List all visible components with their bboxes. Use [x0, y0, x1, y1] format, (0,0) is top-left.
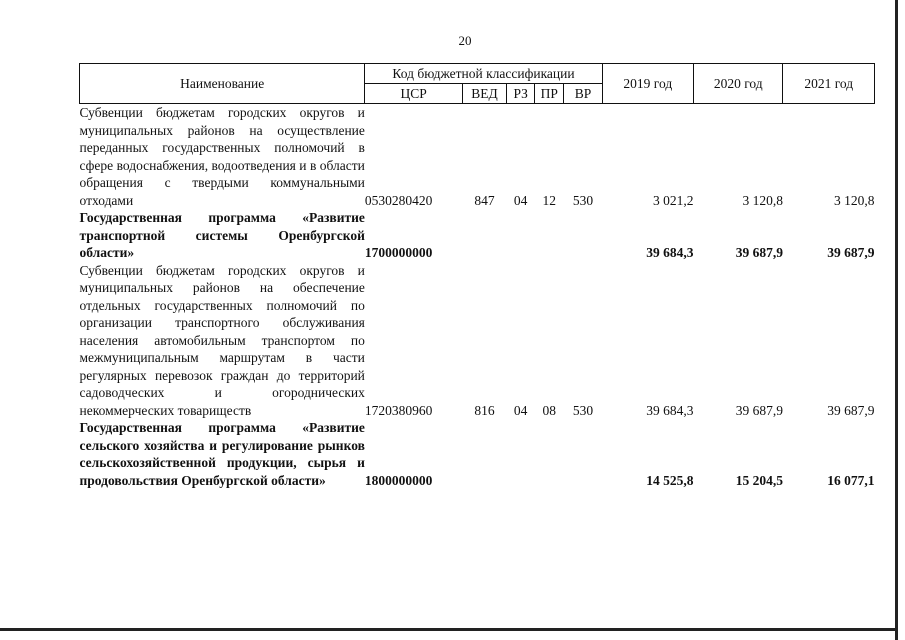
row-rz: 04 — [513, 192, 528, 208]
row-2020: 39 687,9 — [735, 402, 783, 418]
header-2021: 2021 год — [783, 64, 875, 104]
header-name: Наименование — [80, 64, 365, 104]
header-rz: РЗ — [507, 84, 535, 104]
table-body — [80, 104, 875, 490]
row-rz — [507, 419, 535, 489]
row-ved: 847 — [474, 192, 495, 208]
page-edge-bottom — [0, 628, 898, 631]
table-row — [80, 104, 875, 210]
row-name: Субвенции бюджетам городских округов и муниципальных районов на обеспечение отдельных государственных полномочий по организации транспортного обслуживания населения автомобильным транспортом по межмуниципальным маршрутам в части регулярных перевозок граждан до территорий садоводческих и огороднических некоммерческих товариществ — [79, 262, 365, 418]
header-2020: 2020 год — [694, 64, 783, 104]
row-csr: 0530280420 — [364, 192, 433, 208]
row-ved — [462, 419, 506, 489]
row-vr: 530 — [572, 402, 594, 418]
table-header — [80, 64, 875, 104]
row-name: Субвенции бюджетам городских округов и муниципальных районов на осуществление переданных государственных полномочий в сфере водоснабжения, водоотведения и в области обращения с твердыми коммунальными отходами — [79, 105, 365, 208]
header-code-group: Код бюджетной классификации — [365, 64, 602, 84]
row-2019: 3 021,2 — [653, 192, 694, 208]
row-csr: 1720380960 — [364, 402, 433, 418]
header-pr: ПР — [535, 84, 564, 104]
budget-table — [79, 63, 875, 489]
row-pr: 12 — [542, 192, 557, 208]
table-row — [80, 262, 875, 420]
row-2019: 14 525,8 — [646, 472, 694, 488]
header-vr: ВР — [564, 84, 602, 104]
page-number: 20 — [458, 33, 472, 48]
table-row — [80, 209, 875, 262]
header-2019: 2019 год — [602, 64, 693, 104]
row-rz — [507, 209, 535, 262]
row-pr — [535, 209, 564, 262]
row-name: Государственная программа «Развитие сельского хозяйства и регулирование рынков сельскохозяйственной продукции, сырья и продовольствия Оренбургской области» — [79, 420, 365, 488]
row-2020: 15 204,5 — [735, 472, 783, 488]
row-csr: 1700000000 — [364, 245, 433, 260]
row-vr — [564, 209, 602, 262]
row-pr — [535, 419, 564, 489]
row-csr: 1800000000 — [364, 472, 433, 488]
row-2021: 39 687,9 — [827, 402, 875, 418]
row-2019: 39 684,3 — [646, 402, 694, 418]
page-edge-right — [895, 0, 898, 640]
row-2021: 3 120,8 — [834, 192, 875, 208]
row-2020: 3 120,8 — [742, 192, 783, 208]
header-csr: ЦСР — [365, 84, 462, 104]
row-2020: 39 687,9 — [735, 245, 783, 260]
row-2021: 39 687,9 — [827, 245, 875, 260]
row-2021: 16 077,1 — [827, 472, 875, 488]
row-ved — [462, 209, 506, 262]
header-ved: ВЕД — [462, 84, 506, 104]
row-vr: 530 — [572, 192, 594, 208]
row-vr — [564, 419, 602, 489]
row-2019: 39 684,3 — [646, 245, 694, 260]
row-name: Государственная программа «Развитие транспортной системы Оренбургской области» — [79, 210, 365, 260]
row-ved: 816 — [474, 402, 495, 418]
row-pr: 08 — [542, 402, 557, 418]
row-rz: 04 — [513, 402, 528, 418]
table-row — [80, 419, 875, 489]
